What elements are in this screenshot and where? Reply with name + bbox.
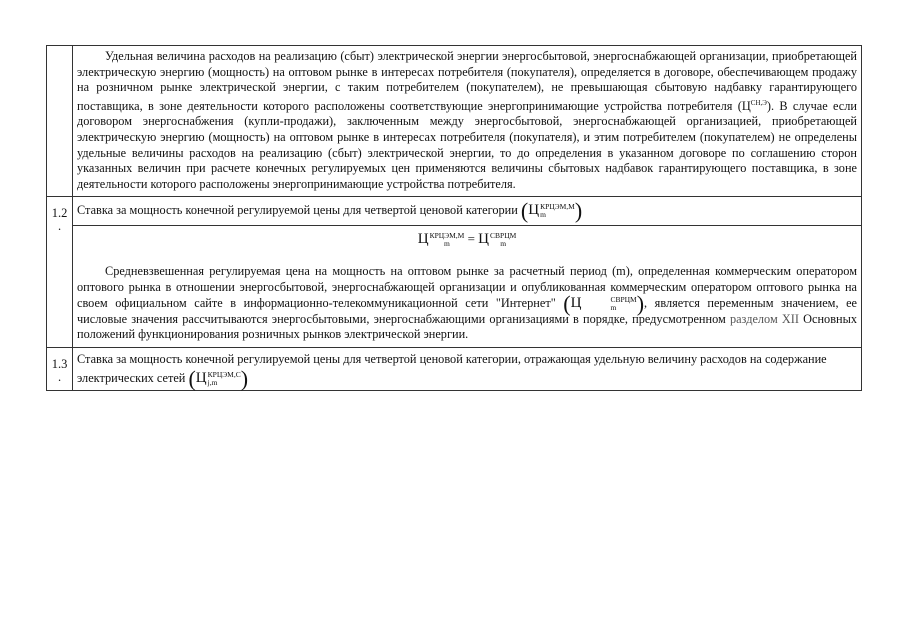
row2-title-symbol-sub: m <box>540 210 546 220</box>
row3-title-cell: Ставка за мощность конечной регулируемой цены для четвертой ценовой категории, отражающая удельную величину расходов на содержание электрических сетей (Ц КРЦЭМ,С j,m ) <box>73 347 862 390</box>
table-row <box>47 197 862 226</box>
table-row <box>47 347 862 390</box>
row1-content <box>73 46 862 197</box>
row3-number-bottom: . <box>57 369 62 384</box>
table-row <box>47 226 862 347</box>
row2-title-cell: Ставка за мощность конечной регулируемой цены для четвертой ценовой категории (Ц КРЦЭМ,М m ) <box>73 197 862 226</box>
row2-number-bottom: . <box>57 219 62 234</box>
row2-inline-symbol-sub: m <box>610 302 617 312</box>
row2-title-symbol-sup: КРЦЭМ,М <box>540 202 575 212</box>
formula-rhs-sup: СВРЦМ <box>490 231 517 241</box>
row-number <box>47 46 73 197</box>
formula-lhs-sup: КРЦЭМ,М <box>429 231 465 241</box>
row1-paragraph <box>77 49 857 192</box>
section-xii-link[interactable]: разделом XII <box>729 311 799 326</box>
row2-title: Ставка за мощность конечной регулируемой цены для четвертой ценовой категории <box>77 203 518 218</box>
row1-symbol: Ц <box>741 98 751 113</box>
document-table <box>46 45 862 391</box>
row-number <box>47 347 73 390</box>
formula-equals: = <box>467 231 475 247</box>
row2-inline-symbol: Ц <box>570 294 582 311</box>
row3-title-symbol-sup: КРЦЭМ,С <box>207 369 241 379</box>
row2-content <box>73 226 862 347</box>
row2-paragraph-mid: , является переменным значением, ее числовые значения рассчитываются энергосбытовыми, энергоснабжающими организациями в порядке, предусмотренном <box>77 295 857 326</box>
row2-number-top: 1.2 <box>51 206 68 221</box>
row2-formula <box>77 229 857 250</box>
row3-title: Ставка за мощность конечной регулируемой цены для четвертой ценовой категории, отражающая удельную величину расходов на содержание электрических сетей <box>77 351 827 385</box>
formula-lhs: Ц <box>417 231 429 248</box>
row2-paragraph-start: Средневзвешенная регулируемая цена на мощность на оптовом рынке за расчетный период (m), определенная коммерческим оператором оптового рынка в отношении энергосбытовой, энергоснабжающей организации и опубликованная коммерческим оператором оптового рынка на своем официальном сайте в информационно-телекоммуникационной сети "Интернет" <box>77 264 857 310</box>
row-number <box>47 197 73 347</box>
row2-paragraph: Средневзвешенная регулируемая цена на мощность на оптовом рынке за расчетный период (m), определенная коммерческим оператором оптового рынка в отношении энергосбытовой, энергоснабжающей организации и опубликованная коммерческим оператором оптового рынка на своем официальном сайте в информационно-телекоммуникационной сети "Интернет" (Ц СВРЦМ m ), является переменным значением, ее числовые значения рассчитываются энергосбытовыми, энергоснабжающими организациями в порядке, предусмотренном разделом XII Основных положений функционирования розничных рынков электрической энергии. <box>77 264 857 342</box>
row1-paragraph-start: Удельная величина расходов на реализацию (сбыт) электрической энергии энергосбытовой, энергоснабжающей организации, приобретающей электрическую энергию (мощность) на оптовом рынке в интересах потребителя (покупателя), определяется в договоре, обеспечивающем продажу на розничном рынке электрической энергии, с таким потребителем (покупателем), не превышающая сбытовую надбавку гарантирующего поставщика, в зоне деятельности которого расположены соответствующие энергопринимающие устройства потребителя ( <box>77 49 857 113</box>
formula-rhs: Ц <box>478 231 490 248</box>
formula-rhs-sub: m <box>500 239 507 249</box>
row1-symbol-sup: СН,Э <box>750 98 767 107</box>
table-row <box>47 46 862 197</box>
row1-paragraph-end: ). В случае если договором энергоснабжения (купли-продажи), заключенным между энергосбытовой, энергоснабжающей организацией, приобретающей электрическую энергию (мощность) на оптовом рынке в интересах потребителя (покупателя), и этим потребителем (покупателем) не определены удельные величины расходов на реализацию (сбыт) электрической энергии, то до определения в указанном договоре по соглашению сторон указанных величин при расчете конечных регулируемых цен применяются величины сбытовых надбавок гарантирующего поставщика, в зоне деятельности которого расположены энергопринимающие устройства потребителя. <box>77 98 857 191</box>
formula-lhs-sub: m <box>444 239 450 249</box>
row2-title-symbol: Ц <box>528 202 540 219</box>
row3-title-symbol-sub: j,m <box>207 377 218 387</box>
row2-paragraph-end: Основных положений функционирования розничных рынков электрической энергии. <box>77 311 857 342</box>
row3-number-top: 1.3 <box>51 356 68 371</box>
row2-inline-symbol-sup: СВРЦМ <box>610 294 637 304</box>
row3-title-symbol: Ц <box>195 369 207 386</box>
